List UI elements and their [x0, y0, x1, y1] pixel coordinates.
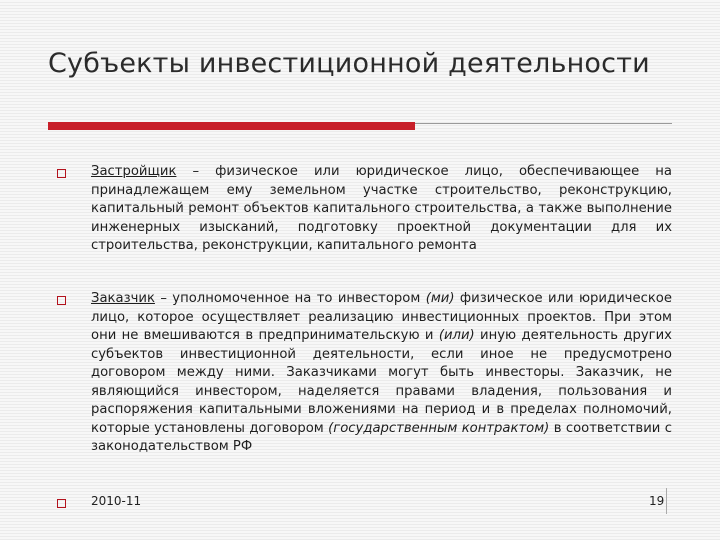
definition-text-italic: (или): [438, 328, 475, 343]
definition-text: в соответствии с законодательством РФ: [91, 420, 672, 454]
square-bullet-icon: [57, 296, 66, 305]
definition-text: иную деятельность других субъектов инвестиционной деятельности, если иное не предусмотрено договором между ними. Заказчиками могут быть инвесторы. Заказчик, не являющийся инвестором, наделяется правами владения, пользования и распоряжения капитальными вложениями на период и в пределах полномочий, которые установлены договором: [91, 328, 672, 436]
definition-text: – физическое или юридическое лицо, обеспечивающее на принадлежащем ему земельном участке строительство, реконструкцию, капитальный ремонт объектов капитального строительства, а также выполнение инженерных изысканий, подготовку проектной документации для их строительства, реконструкции, капитального ремонта: [91, 164, 672, 253]
term-customer: Заказчик: [91, 291, 155, 306]
definition-item-developer: [91, 163, 672, 256]
square-bullet-icon: [57, 169, 66, 178]
square-bullet-icon: [57, 499, 66, 508]
definition-text-italic: (государственным контрактом): [328, 420, 550, 436]
definition-text: физическое или юридическое лицо, которое осуществляет реализацию инвестиционных проектов. При этом они не вмешиваются в предпринимательскую и: [91, 291, 672, 343]
term-developer: Застройщик: [91, 164, 177, 179]
footer-divider: [666, 488, 667, 514]
slide-title: Субъекты инвестиционной деятельности: [48, 48, 650, 79]
footer-date: 2010-11: [91, 494, 142, 508]
definition-item-customer: [91, 290, 672, 457]
definition-text-italic: (ми): [425, 291, 455, 306]
definition-text: – уполномоченное на то инвестором: [154, 291, 426, 306]
footer-page-number: 19: [649, 494, 665, 508]
title-accent-bar: [48, 122, 415, 130]
